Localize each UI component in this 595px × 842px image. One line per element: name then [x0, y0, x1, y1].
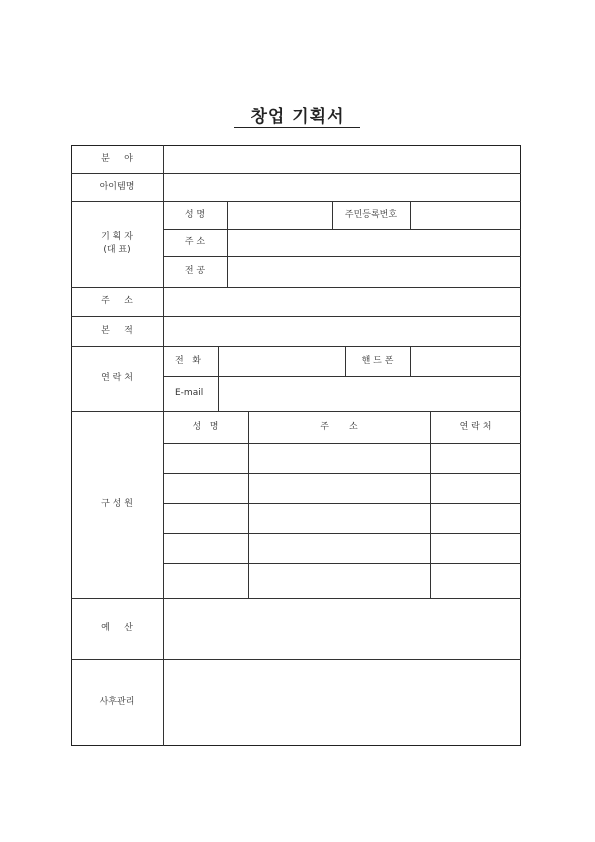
mobile-label: 핸 드 폰: [361, 355, 394, 366]
member-address-header: 주 소: [320, 421, 358, 432]
email-label: E-mail: [175, 388, 204, 398]
item-name-input[interactable]: [164, 174, 520, 201]
origin-input[interactable]: [164, 317, 520, 346]
member-contact-input[interactable]: [431, 444, 520, 473]
members-label: 구 성 원: [101, 499, 133, 509]
planner-address-input[interactable]: [228, 230, 520, 256]
member-contact-header: 연 락 처: [459, 421, 492, 432]
budget-label: 예 산: [101, 623, 133, 633]
member-name-input[interactable]: [164, 444, 248, 473]
resident-number-input[interactable]: [411, 202, 520, 229]
member-name-input[interactable]: [164, 474, 248, 503]
member-contact-input[interactable]: [431, 474, 520, 503]
field-input[interactable]: [164, 146, 520, 173]
after-management-input[interactable]: [164, 660, 520, 745]
member-name-header: 성 명: [192, 421, 219, 432]
member-address-input[interactable]: [249, 474, 430, 503]
field-label: 분 야: [101, 153, 133, 164]
major-input[interactable]: [228, 257, 520, 287]
item-name-label: 아이템명: [99, 181, 135, 192]
planner-name-input[interactable]: [228, 202, 332, 229]
member-contact-input[interactable]: [431, 534, 520, 563]
email-input[interactable]: [219, 377, 520, 411]
member-name-input[interactable]: [164, 504, 248, 533]
document-title: 창업 기획서: [250, 107, 345, 127]
member-address-input[interactable]: [249, 504, 430, 533]
contact-label: 연 락 처: [101, 373, 133, 383]
member-name-input[interactable]: [164, 564, 248, 598]
phone-input[interactable]: [219, 347, 345, 376]
mobile-input[interactable]: [411, 347, 520, 376]
member-contact-input[interactable]: [431, 504, 520, 533]
after-management-label: 사후관리: [99, 697, 135, 707]
origin-label: 본 적: [101, 325, 133, 336]
resident-number-label: 주민등록번호: [344, 209, 398, 220]
major-label: 전 공: [184, 266, 206, 276]
planner-label: 기 획 자 (대 표): [101, 232, 133, 255]
member-address-input[interactable]: [249, 444, 430, 473]
member-address-input[interactable]: [249, 564, 430, 598]
planner-name-label: 성 명: [184, 209, 206, 220]
member-name-input[interactable]: [164, 534, 248, 563]
member-address-input[interactable]: [249, 534, 430, 563]
planner-address-label: 주 소: [184, 237, 206, 247]
address-input[interactable]: [164, 288, 520, 316]
member-contact-input[interactable]: [431, 564, 520, 598]
title-underline: [234, 127, 360, 128]
budget-input[interactable]: [164, 599, 520, 659]
phone-label: 전 화: [175, 355, 201, 366]
address-label: 주 소: [101, 296, 133, 306]
